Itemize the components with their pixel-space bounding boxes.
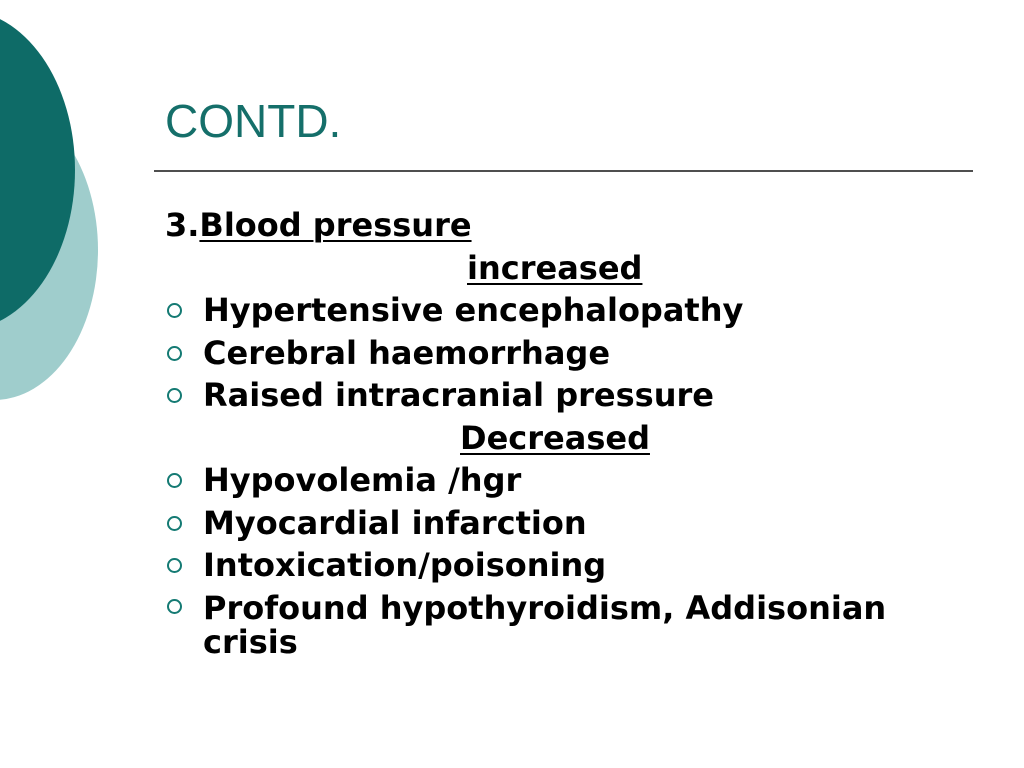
group-label: Decreased — [460, 418, 650, 457]
section-heading: Blood pressure — [199, 206, 472, 244]
slide-title: CONTD. — [165, 95, 342, 147]
list-item-text: Myocardial infarction — [203, 503, 587, 542]
section-heading-line — [165, 204, 985, 247]
hollow-circle-bullet-icon — [167, 516, 182, 531]
list-item-text: Profound hypothyroidism, Addisonian crisis — [203, 588, 887, 661]
slide-body — [165, 204, 985, 659]
list-item — [165, 587, 985, 659]
list-item — [165, 544, 985, 587]
hollow-circle-bullet-icon — [167, 599, 182, 614]
hollow-circle-bullet-icon — [167, 558, 182, 573]
title-divider — [154, 170, 973, 172]
list-item — [165, 502, 985, 545]
group-label-increased — [165, 247, 985, 290]
group-label: increased — [467, 248, 643, 287]
list-item-text: Raised intracranial pressure — [203, 376, 714, 414]
list-item — [165, 374, 985, 417]
list-item — [165, 289, 985, 332]
list-item-text: Intoxication/poisoning — [203, 546, 607, 584]
hollow-circle-bullet-icon — [167, 388, 182, 403]
list-item — [165, 459, 985, 502]
list-item-text: Hypovolemia /hgr — [203, 461, 522, 499]
list-item-text: Cerebral haemorrhage — [203, 333, 611, 372]
group-label-decreased — [165, 417, 985, 460]
section-number: 3. — [165, 206, 200, 244]
hollow-circle-bullet-icon — [167, 346, 182, 361]
list-item-text: Hypertensive encephalopathy — [203, 291, 744, 329]
list-item — [165, 332, 985, 375]
hollow-circle-bullet-icon — [167, 473, 182, 488]
hollow-circle-bullet-icon — [167, 303, 182, 318]
